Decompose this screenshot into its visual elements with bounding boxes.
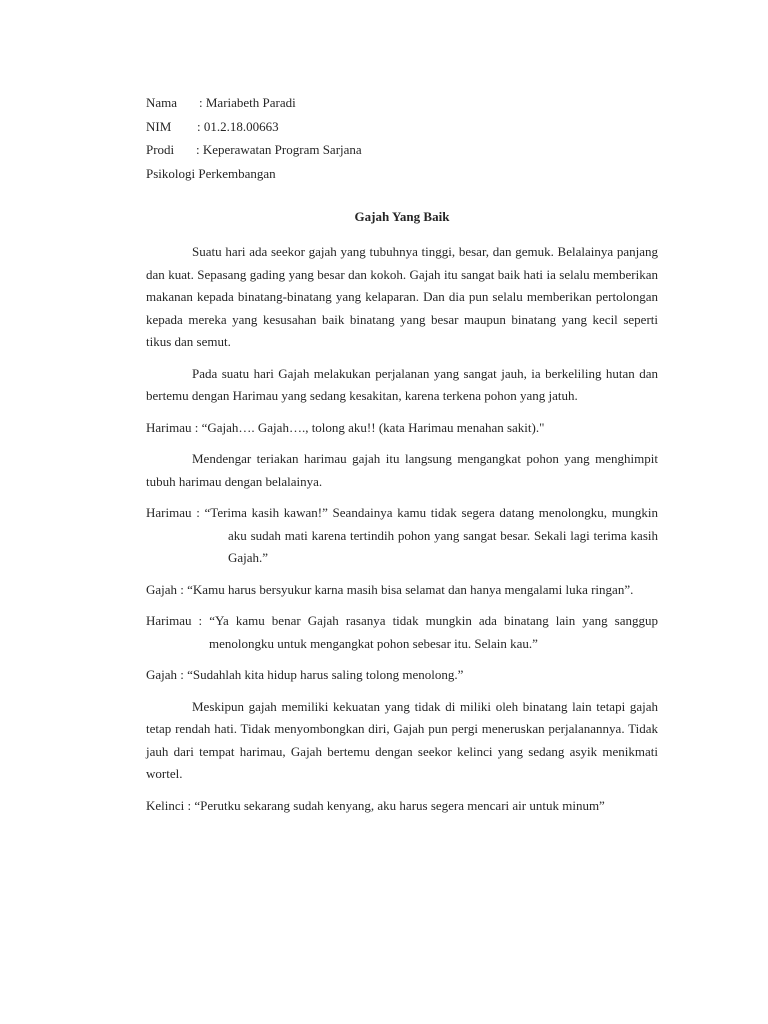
name-value: : Mariabeth Paradi xyxy=(199,95,296,110)
nim-value: : 01.2.18.00663 xyxy=(197,118,279,134)
dialogue-line: Gajah : “Kamu harus bersyukur karna masih bisa selamat dan hanya mengalami luka ringan”. xyxy=(146,581,634,597)
document-header xyxy=(146,91,362,185)
dialogue-line: Gajah : “Sudahlah kita hidup harus saling tolong menolong.” xyxy=(146,667,464,682)
paragraph: Pada suatu hari Gajah melakukan perjalanan yang sangat jauh, ia berkeliling hutan dan bertemu dengan Harimau yang sedang kesakitan, karena terkena pohon yang jatuh. xyxy=(146,365,658,403)
prodi-row xyxy=(146,138,362,162)
paragraph: Meskipun gajah memiliki kekuatan yang tidak di miliki oleh binatang lain tetapi gajah tetap rendah hati. Tidak menyombongkan diri, Gajah pun pergi meneruskan perjalanannya. Tidak jauh dari tempat harimau, Gajah bertemu dengan seekor kelinci yang sedang asyik menikmati wortel. xyxy=(146,698,658,781)
dialogue-line: Harimau : “Terima kasih kawan!” Seandainya kamu tidak segera datang menolongku, mungkin aku sudah mati karena tertindih pohon yang sangat besar. Sekali lagi terima kasih Gajah.” xyxy=(146,505,658,565)
paragraph: Mendengar teriakan harimau gajah itu langsung mengangkat pohon yang menghimpit tubuh harimau dengan belalainya. xyxy=(146,451,658,489)
course-name: Psikologi Perkembangan xyxy=(146,165,276,181)
name-label: Nama xyxy=(146,95,178,110)
prodi-value: : Keperawatan Program Sarjana xyxy=(196,142,362,157)
dialogue-line: Kelinci : “Perutku sekarang sudah kenyang, aku harus segera mencari air untuk minum” xyxy=(146,797,605,813)
story-title: Gajah Yang Baik xyxy=(354,209,450,224)
dialogue-line: Harimau : “Ya kamu benar Gajah rasanya tidak mungkin ada binatang lain yang sanggup menolongku untuk mengangkat pohon sebesar itu. Selain kau.” xyxy=(146,613,658,651)
story-body xyxy=(146,241,658,826)
paragraph: Suatu hari ada seekor gajah yang tubuhnya tinggi, besar, dan gemuk. Belalainya panjang dan kuat. Sepasang gading yang besar dan kokoh. Gajah itu sangat baik hati ia selalu memberikan makanan kepada binatang-binatang yang kelaparan. Dan dia pun selalu memberikan pertolongan kepada mereka yang kesusahan baik binatang yang besar maupun binatang yang kecil seperti tikus dan semut. xyxy=(146,244,658,349)
name-row xyxy=(146,91,362,115)
dialogue-line: Harimau : “Gajah…. Gajah…., tolong aku!! (kata Harimau menahan sakit)." xyxy=(146,419,545,435)
nim-label: NIM xyxy=(146,118,172,134)
prodi-label: Prodi xyxy=(146,142,175,157)
nim-row xyxy=(146,115,362,139)
